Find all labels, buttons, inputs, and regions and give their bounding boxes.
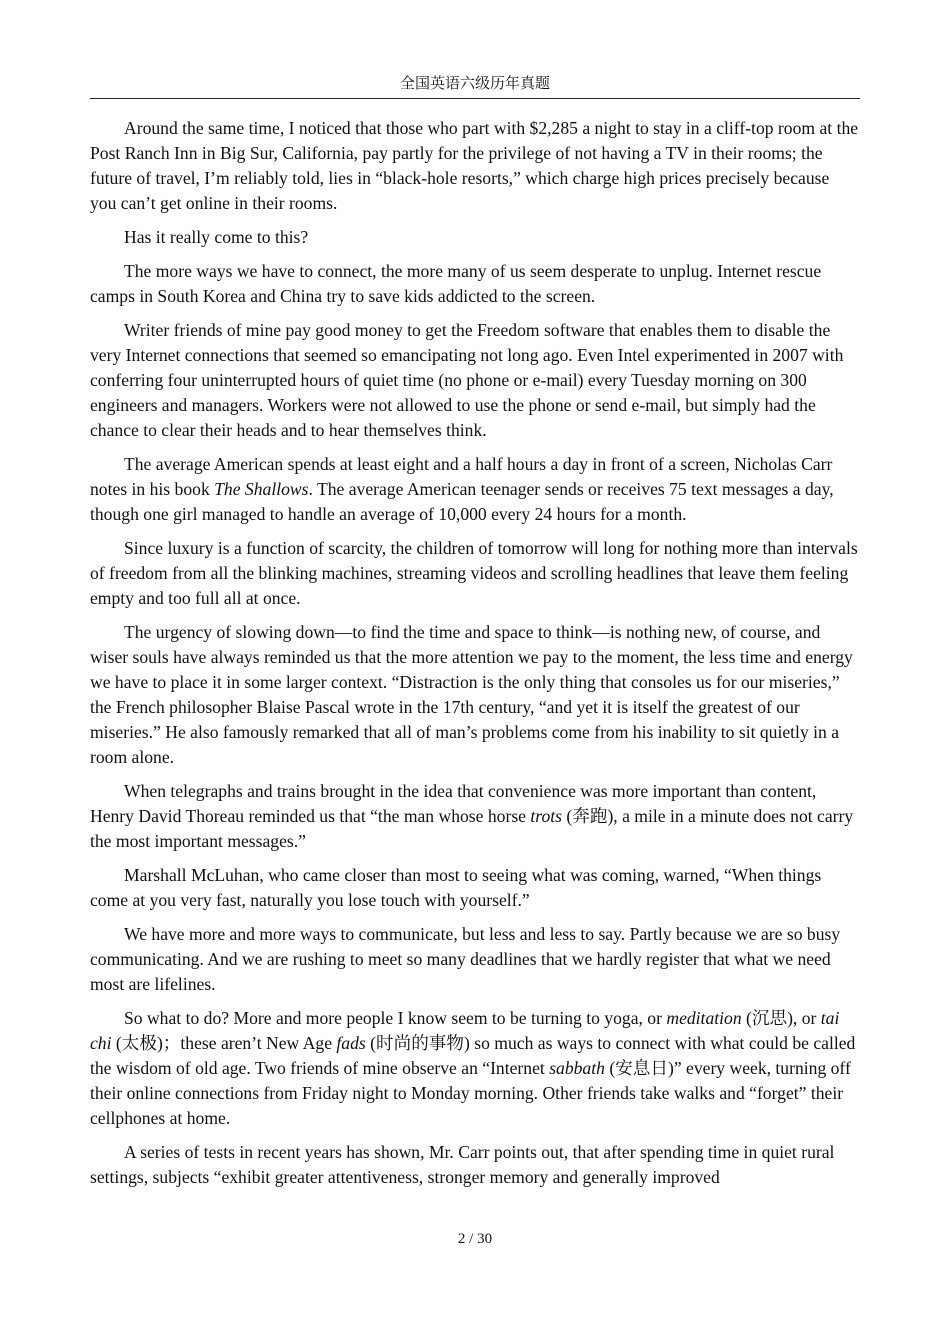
text-run: Marshall McLuhan, who came closer than most to seeing what was coming, warned, “When things come at you very fast, naturally you lose touch with yourself.” <box>90 865 822 910</box>
paragraph <box>90 116 860 216</box>
text-run: (安息日)” every week, turning off their online connections from Friday night to Monday morning. Other friends take walks and “forget” their cellphones at home. <box>90 1058 851 1128</box>
text-run: So what to do? More and more people I know seem to be turning to yoga, or <box>124 1008 667 1028</box>
page-number: 2 / 30 <box>457 1231 493 1247</box>
header-rule <box>90 98 860 99</box>
paragraph <box>90 1140 860 1190</box>
paragraph <box>90 1006 860 1131</box>
paragraph <box>90 536 860 611</box>
page-header-title: 全国英语六级历年真题 <box>399 74 550 92</box>
text-run: (奔跑), a mile in a minute does not carry the most important messages.” <box>90 806 854 851</box>
paragraph <box>90 779 860 854</box>
text-run: Around the same time, I noticed that those who part with $2,285 a night to stay in a cliff-top room at the Post Ranch Inn in Big Sur, California, pay partly for the privilege of not having a TV in their rooms; the future of travel, I’m reliably told, lies in “black-hole resorts,” which charge high prices precisely because you can’t get online in their rooms. <box>90 118 859 213</box>
paragraph <box>90 318 860 443</box>
paragraph <box>90 863 860 913</box>
italic-term: trots <box>530 806 562 826</box>
text-run: The average American spends at least eight and a half hours a day in front of a screen, Nicholas Carr notes in his book <box>90 454 833 499</box>
article-body <box>90 116 860 1199</box>
paragraph <box>90 259 860 309</box>
italic-term: meditation <box>666 1008 742 1028</box>
text-run: Writer friends of mine pay good money to get the Freedom software that enables them to disable the very Internet connections that seemed so emancipating not long ago. Even Intel experimented in 2007 with conferring four uninterrupted hours of quiet time (no phone or e-mail) every Tuesday morning on 300 engineers and managers. Workers were not allowed to use the phone or send e-mail, but simply had the chance to clear their heads and to hear themselves think. <box>90 320 844 440</box>
paragraph <box>90 620 860 770</box>
text-run: (太极)；these aren’t New Age <box>111 1033 337 1053</box>
text-run: Since luxury is a function of scarcity, the children of tomorrow will long for nothing more than intervals of freedom from all the blinking machines, streaming videos and scrolling headlines that leave them feeling empty and too full all at once. <box>90 538 858 608</box>
text-run: The urgency of slowing down—to find the time and space to think—is nothing new, of course, and wiser souls have always reminded us that the more attention we pay to the moment, the less time and energy we have to place it in some larger context. “Distraction is the only thing that consoles us for our miseries,” the French philosopher Blaise Pascal wrote in the 17th century, “and yet it is itself the greatest of our miseries.” He also famously remarked that all of man’s problems come from his inability to sit quietly in a room alone. <box>90 622 853 767</box>
text-run: (时尚的事物) so much as ways to connect with what could be called the wisdom of old age. Two friends of mine observe an “Internet <box>90 1033 856 1078</box>
italic-term: tai chi <box>90 1008 840 1053</box>
paragraph <box>90 225 860 250</box>
text-run: . The average American teenager sends or receives 75 text messages a day, though one girl managed to handle an average of 10,000 every 24 hours for a month. <box>90 479 834 524</box>
text-run: The more ways we have to connect, the more many of us seem desperate to unplug. Internet rescue camps in South Korea and China try to save kids addicted to the screen. <box>90 261 822 306</box>
paragraph <box>90 922 860 997</box>
italic-term: The Shallows <box>214 479 309 499</box>
paragraph <box>90 452 860 527</box>
text-run: (沉思), or <box>741 1008 821 1028</box>
text-run: Has it really come to this? <box>124 227 309 247</box>
text-run: A series of tests in recent years has shown, Mr. Carr points out, that after spending time in quiet rural settings, subjects “exhibit greater attentiveness, stronger memory and generally improved <box>90 1142 835 1187</box>
italic-term: sabbath <box>549 1058 605 1078</box>
text-run: We have more and more ways to communicate, but less and less to say. Partly because we are so busy communicating. And we are rushing to meet so many deadlines that we hardly register that what we need most are lifelines. <box>90 924 841 994</box>
italic-term: fads <box>336 1033 366 1053</box>
text-run: When telegraphs and trains brought in the idea that convenience was more important than content, Henry David Thoreau reminded us that “the man whose horse <box>90 781 817 826</box>
